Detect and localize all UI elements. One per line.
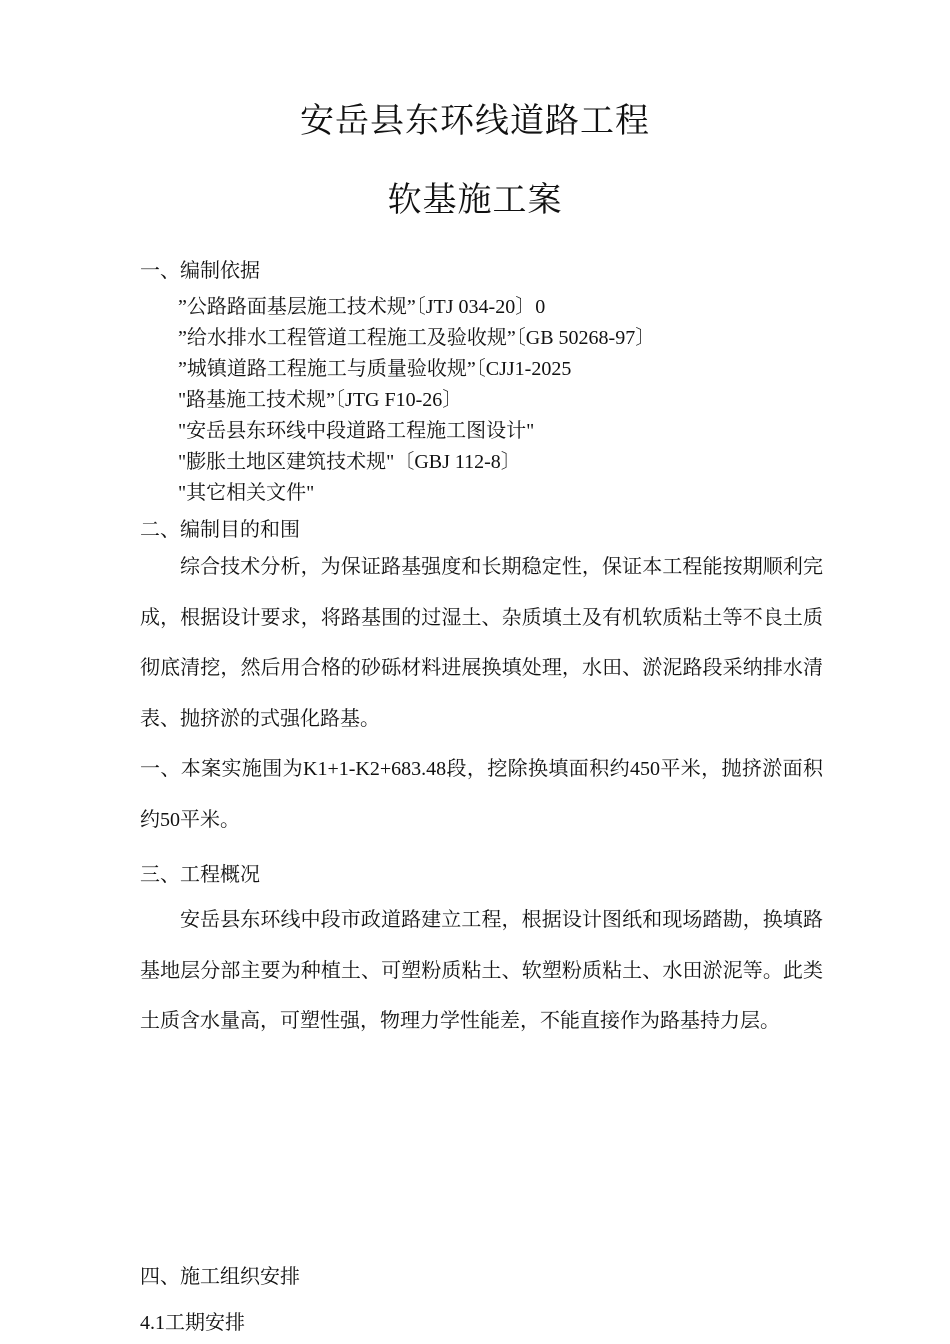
reference-item: "安岳县东环线中段道路工程施工图设计"	[178, 420, 535, 442]
reference-item: "其它相关文件"	[178, 482, 315, 504]
subsection-heading-schedule: 4.1工期安排	[140, 1312, 245, 1334]
section-heading-purpose: 二、编制目的和围	[140, 519, 300, 541]
reference-item: "膨胀土地区建筑技术规"〔GBJ 112-8〕	[178, 451, 521, 473]
document-title: 安岳县东环线道路工程	[300, 103, 650, 140]
reference-item: ”公路路面基层施工技术规”〔JTJ 034-20〕0	[178, 296, 546, 318]
reference-item: "路基施工技术规”〔JTG F10-26〕	[178, 389, 463, 411]
reference-item: ”给水排水工程管道工程施工及验收规”〔GB 50268-97〕	[178, 327, 656, 349]
document-subtitle: 软基施工案	[387, 182, 563, 219]
section-heading-overview: 三、工程概况	[140, 864, 260, 886]
paragraph-purpose: 综合技术分析，为保证路基强度和长期稳定性，保证本工程能按期顺利完成，根据设计要求，将路基围的过湿土、杂质填土及有机软质粘土等不良土质彻底清挖，然后用合格的砂砾材料进展换填处理，水田、淤泥路段采纳排水清表、抛挤淤的式强化路基。	[140, 556, 823, 730]
reference-list	[178, 292, 655, 509]
paragraph-overview: 安岳县东环线中段市政道路建立工程，根据设计图纸和现场踏勘，换填路基地层分部主要为种植土、可塑粉质粘土、软塑粉质粘土、水田淤泥等。此类土质含水量高，可塑性强，物理力学性能差，不能直接作为路基持力层。	[140, 909, 823, 1032]
section-heading-organization: 四、施工组织安排	[140, 1266, 300, 1288]
reference-item: ”城镇道路工程施工与质量验收规”〔CJJ1-2025	[178, 358, 572, 380]
paragraph-scope: 一、本案实施围为K1+1-K2+683.48段，挖除换填面积约450平米，抛挤淤面积约50平米。	[140, 758, 823, 831]
section-heading-basis: 一、编制依据	[140, 260, 260, 282]
